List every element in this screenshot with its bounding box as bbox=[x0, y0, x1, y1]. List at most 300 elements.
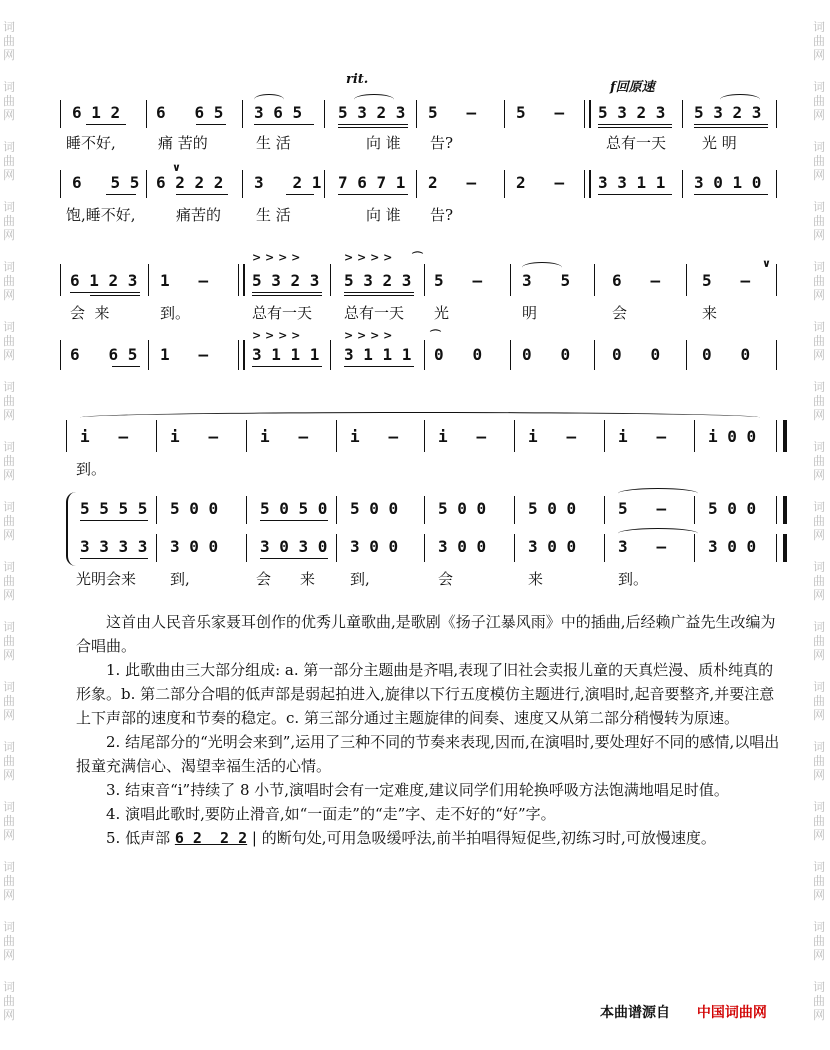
lyric: 痛 苦的 bbox=[158, 134, 208, 152]
watermark-char: 网 bbox=[812, 468, 825, 482]
watermark-char: 网 bbox=[2, 168, 15, 182]
watermark-gap bbox=[812, 902, 826, 920]
watermark-char: 曲 bbox=[2, 274, 15, 288]
barline bbox=[594, 340, 595, 370]
beam-line bbox=[80, 558, 148, 559]
barline bbox=[246, 420, 247, 452]
measure-notes: 3 0 0 bbox=[350, 537, 399, 556]
beam-line bbox=[338, 194, 408, 195]
measure-notes: 7 6 7 1 bbox=[338, 173, 406, 192]
watermark-char: 词 bbox=[812, 380, 825, 394]
lyric: 光 明 bbox=[702, 134, 737, 152]
watermark-gap bbox=[2, 542, 16, 560]
measure-notes: 5 3 2 3 bbox=[598, 103, 666, 122]
watermark-char: 网 bbox=[2, 348, 15, 362]
measure-notes: 5 0 0 bbox=[708, 499, 757, 518]
lyric: 来 bbox=[300, 570, 316, 588]
source-site-link[interactable]: 中国词曲网 bbox=[696, 1005, 767, 1021]
lyric: 光 bbox=[434, 304, 450, 322]
watermark-gap bbox=[2, 422, 16, 440]
watermark-char: 网 bbox=[2, 768, 15, 782]
beam-line bbox=[112, 366, 140, 367]
commentary bbox=[76, 610, 780, 850]
repeat-barline bbox=[238, 264, 245, 296]
watermark-char: 网 bbox=[812, 708, 825, 722]
watermark-char: 曲 bbox=[2, 94, 15, 108]
watermark-char: 词 bbox=[812, 620, 825, 634]
fermata: ⌒ bbox=[430, 329, 441, 342]
watermark-char: 曲 bbox=[812, 214, 825, 228]
watermark-char: 词 bbox=[812, 800, 825, 814]
beam-line bbox=[86, 124, 126, 125]
beam-line bbox=[338, 127, 408, 128]
watermark-gap bbox=[2, 122, 16, 140]
beam-line bbox=[338, 124, 408, 125]
measure-notes: 5 0 0 bbox=[170, 499, 219, 518]
watermark-char: 网 bbox=[812, 48, 825, 62]
watermark-char: 词 bbox=[2, 260, 15, 274]
measure-notes: i – bbox=[528, 427, 577, 446]
watermark-char: 网 bbox=[812, 408, 825, 422]
watermark-char: 曲 bbox=[2, 454, 15, 468]
barline bbox=[604, 420, 605, 452]
beam-line bbox=[252, 292, 322, 293]
watermark-gap bbox=[2, 482, 16, 500]
barline bbox=[336, 534, 337, 562]
point-5-notation: 6 2 2 2 bbox=[174, 829, 248, 847]
watermark-char: 曲 bbox=[812, 334, 825, 348]
watermark-char: 词 bbox=[812, 680, 825, 694]
watermark-char: 曲 bbox=[2, 814, 15, 828]
lyric: 生 活 bbox=[256, 134, 291, 152]
lyric: 会 bbox=[256, 570, 272, 588]
barline bbox=[60, 264, 61, 296]
barline bbox=[246, 534, 247, 562]
measure-notes: 5 0 0 bbox=[350, 499, 399, 518]
beam-line bbox=[286, 194, 314, 195]
barline bbox=[604, 496, 605, 524]
measure-notes: 3 0 1 0 bbox=[694, 173, 762, 192]
watermark-gap bbox=[812, 422, 826, 440]
barline bbox=[514, 534, 515, 562]
watermark-char: 网 bbox=[812, 288, 825, 302]
barline bbox=[424, 340, 425, 370]
slur bbox=[522, 262, 562, 273]
point-1: 1. 此歌曲由三大部分组成: a. 第一部分主题曲是齐唱,表现了旧社会卖报儿童的天真烂漫、质朴纯真的形象。b. 第二部分合唱的低声部是弱起拍进入,旋律以下行五度模仿主题进行,演唱时,起音要整齐,并要注意上下声部的速度和节奏的稳定。c. 第三部分通过主题旋律的间奏、速度又从第二部分稍慢转为原速。 bbox=[76, 661, 775, 727]
watermark-char: 曲 bbox=[812, 274, 825, 288]
measure-notes: 1 – bbox=[160, 345, 209, 364]
barline bbox=[148, 340, 149, 370]
slur bbox=[354, 94, 394, 105]
measure-notes: 0 0 bbox=[434, 345, 483, 364]
barline bbox=[776, 264, 777, 296]
measure-notes: 3 0 0 bbox=[528, 537, 577, 556]
final-barline bbox=[776, 534, 787, 562]
watermark-gap bbox=[2, 962, 16, 980]
watermark-char: 词 bbox=[812, 920, 825, 934]
lyric: 告? bbox=[430, 134, 454, 152]
measure-notes: 3 3 3 3 bbox=[80, 537, 148, 556]
lyric: 总有一天 bbox=[344, 304, 405, 322]
measure-notes: 5 0 0 bbox=[528, 499, 577, 518]
watermark-char: 网 bbox=[2, 648, 15, 662]
watermark-char: 词 bbox=[812, 500, 825, 514]
beam-line bbox=[80, 520, 148, 521]
breath-mark: ∨ bbox=[762, 257, 771, 270]
watermark-char: 网 bbox=[2, 228, 15, 242]
watermark-char: 曲 bbox=[812, 934, 825, 948]
watermark-char: 网 bbox=[812, 768, 825, 782]
measure-notes: 3 – bbox=[618, 537, 667, 556]
watermark-char: 网 bbox=[2, 948, 15, 962]
beam-line bbox=[344, 292, 414, 293]
watermark-char: 曲 bbox=[2, 34, 15, 48]
measure-notes: 0 0 bbox=[702, 345, 751, 364]
point-5-bar: | bbox=[251, 829, 257, 847]
measure-notes: 5 3 2 3 bbox=[252, 271, 320, 290]
watermark-char: 曲 bbox=[812, 34, 825, 48]
measure-notes: 3 5 bbox=[522, 271, 571, 290]
watermark-char: 曲 bbox=[812, 454, 825, 468]
point-2: 2. 结尾部分的“光明会来到”,运用了三种不同的节奏来表现,因而,在演唱时,要处理好不同的感情,以唱出报童充满信心、渴望幸福生活的心情。 bbox=[76, 733, 780, 775]
lyric: 到, bbox=[350, 570, 370, 588]
watermark-char: 网 bbox=[2, 828, 15, 842]
watermark-char: 曲 bbox=[812, 514, 825, 528]
watermark-gap bbox=[2, 902, 16, 920]
measure-notes: 6 1 2 3 bbox=[70, 271, 138, 290]
barline bbox=[686, 340, 687, 370]
slur bbox=[254, 94, 284, 105]
watermark-char: 词 bbox=[2, 140, 15, 154]
measure-notes: i – bbox=[80, 427, 129, 446]
beam-line bbox=[598, 124, 672, 125]
watermark-char: 词 bbox=[812, 560, 825, 574]
watermark-char: 曲 bbox=[2, 574, 15, 588]
barline bbox=[156, 496, 157, 524]
measure-notes: 3 2 1 bbox=[254, 173, 322, 192]
barline bbox=[424, 264, 425, 296]
measure-notes: 6 1 2 bbox=[72, 103, 121, 122]
watermark-char: 网 bbox=[812, 348, 825, 362]
watermark-gap bbox=[812, 542, 826, 560]
barline bbox=[416, 170, 417, 198]
watermark-char: 网 bbox=[2, 108, 15, 122]
beam-line bbox=[694, 194, 768, 195]
watermark-right bbox=[812, 20, 826, 1040]
watermark-char: 曲 bbox=[812, 394, 825, 408]
beam-line bbox=[598, 194, 672, 195]
measure-notes: 6 6 5 bbox=[156, 103, 224, 122]
barline bbox=[60, 340, 61, 370]
watermark-gap bbox=[2, 842, 16, 860]
lyric: 总有一天 bbox=[252, 304, 313, 322]
lyric: 向 谁 bbox=[366, 134, 401, 152]
measure-notes: 5 – bbox=[434, 271, 483, 290]
final-barline bbox=[776, 496, 787, 524]
measure-notes: 5 3 2 3 bbox=[338, 103, 406, 122]
measure-notes: 3 1 1 1 bbox=[344, 345, 412, 364]
lyric: 到。 bbox=[160, 304, 191, 322]
watermark-char: 曲 bbox=[2, 994, 15, 1008]
watermark-char: 曲 bbox=[812, 754, 825, 768]
watermark-char: 曲 bbox=[812, 574, 825, 588]
measure-notes: i 0 0 bbox=[708, 427, 757, 446]
slur bbox=[720, 94, 760, 105]
lyric: 向 谁 bbox=[366, 206, 401, 224]
watermark-char: 曲 bbox=[812, 634, 825, 648]
watermark-char: 曲 bbox=[2, 334, 15, 348]
barline bbox=[694, 496, 695, 524]
watermark-gap bbox=[2, 302, 16, 320]
barline bbox=[330, 340, 331, 370]
measure-notes: 5 – bbox=[516, 103, 565, 122]
lyric: 来 bbox=[528, 570, 544, 588]
measure-notes: 3 6 5 bbox=[254, 103, 303, 122]
watermark-char: 词 bbox=[812, 260, 825, 274]
barline bbox=[416, 100, 417, 128]
measure-notes: 6 6 5 bbox=[70, 345, 138, 364]
watermark-char: 网 bbox=[812, 228, 825, 242]
beam-line bbox=[176, 194, 228, 195]
watermark-char: 词 bbox=[2, 920, 15, 934]
measure-notes: 3 0 0 bbox=[708, 537, 757, 556]
barline bbox=[156, 534, 157, 562]
measure-notes: i – bbox=[260, 427, 309, 446]
barline bbox=[510, 340, 511, 370]
watermark-char: 词 bbox=[2, 860, 15, 874]
point-4: 4. 演唱此歌时,要防止滑音,如“一面走”的“走”字、走不好的“好”字。 bbox=[106, 805, 556, 823]
measure-notes: 5 3 2 3 bbox=[694, 103, 762, 122]
measure-notes: i – bbox=[170, 427, 219, 446]
barline bbox=[514, 496, 515, 524]
measure-notes: 3 0 3 0 bbox=[260, 537, 328, 556]
measure-notes: 3 0 0 bbox=[438, 537, 487, 556]
barline bbox=[242, 170, 243, 198]
point-5-prefix: 5. 低声部 bbox=[106, 829, 171, 847]
watermark-gap bbox=[812, 782, 826, 800]
barline bbox=[60, 100, 61, 128]
barline bbox=[694, 534, 695, 562]
beam-line bbox=[694, 127, 768, 128]
barline bbox=[514, 420, 515, 452]
barline bbox=[148, 264, 149, 296]
lyric: 生 活 bbox=[256, 206, 291, 224]
measure-notes: 5 3 2 3 bbox=[344, 271, 412, 290]
watermark-char: 曲 bbox=[812, 94, 825, 108]
watermark-char: 网 bbox=[812, 588, 825, 602]
fermata: ⌒ bbox=[412, 251, 423, 264]
measure-notes: i – bbox=[618, 427, 667, 446]
point-5-suffix: 的断句处,可用急吸缓呼法,前半拍唱得短促些,初练习时,可放慢速度。 bbox=[261, 829, 716, 847]
tie bbox=[618, 488, 698, 499]
watermark-char: 词 bbox=[2, 560, 15, 574]
watermark-char: 网 bbox=[2, 1008, 15, 1022]
measure-notes: 5 0 5 0 bbox=[260, 499, 328, 518]
barline bbox=[336, 420, 337, 452]
beam-line bbox=[260, 558, 328, 559]
measure-notes: 3 0 0 bbox=[170, 537, 219, 556]
watermark-char: 词 bbox=[2, 380, 15, 394]
measure-notes: 6 2 2 2 bbox=[156, 173, 224, 192]
watermark-char: 网 bbox=[812, 1008, 825, 1022]
barline bbox=[424, 420, 425, 452]
watermark-char: 词 bbox=[2, 80, 15, 94]
watermark-char: 曲 bbox=[2, 754, 15, 768]
beam-line bbox=[254, 124, 314, 125]
measure-notes: 0 0 bbox=[522, 345, 571, 364]
watermark-char: 词 bbox=[2, 20, 15, 34]
barline bbox=[510, 264, 511, 296]
barline bbox=[424, 496, 425, 524]
watermark-gap bbox=[812, 482, 826, 500]
watermark-char: 网 bbox=[812, 888, 825, 902]
watermark-gap bbox=[812, 662, 826, 680]
watermark-gap bbox=[2, 782, 16, 800]
breath-mark: ∨ bbox=[172, 161, 181, 174]
watermark-char: 词 bbox=[812, 740, 825, 754]
lyric: 会 bbox=[438, 570, 454, 588]
watermark-char: 词 bbox=[812, 860, 825, 874]
barline bbox=[156, 420, 157, 452]
lyric: 总有一天 bbox=[606, 134, 667, 152]
watermark-gap bbox=[812, 182, 826, 200]
watermark-char: 曲 bbox=[2, 874, 15, 888]
barline bbox=[504, 170, 505, 198]
lyric: 到。 bbox=[76, 460, 107, 478]
accent-marks: > > > > bbox=[252, 251, 301, 264]
watermark-char: 网 bbox=[812, 648, 825, 662]
barline bbox=[330, 264, 331, 296]
lyric: 光明会来 bbox=[76, 570, 137, 588]
watermark-char: 曲 bbox=[2, 694, 15, 708]
watermark-char: 词 bbox=[2, 500, 15, 514]
beam-line bbox=[694, 124, 768, 125]
beam-line bbox=[344, 295, 414, 296]
watermark-char: 曲 bbox=[812, 994, 825, 1008]
barline bbox=[504, 100, 505, 128]
watermark-gap bbox=[812, 242, 826, 260]
beam-line bbox=[598, 127, 672, 128]
barline bbox=[146, 100, 147, 128]
watermark-gap bbox=[812, 962, 826, 980]
lyric: 睡不好, bbox=[66, 134, 116, 152]
accent-marks: > > > > bbox=[344, 329, 393, 342]
repeat-barline bbox=[584, 170, 591, 198]
watermark-char: 曲 bbox=[2, 934, 15, 948]
barline bbox=[336, 496, 337, 524]
watermark-char: 词 bbox=[2, 440, 15, 454]
watermark-gap bbox=[2, 662, 16, 680]
watermark-char: 曲 bbox=[812, 874, 825, 888]
watermark-gap bbox=[2, 722, 16, 740]
barline bbox=[776, 170, 777, 198]
barline bbox=[694, 420, 695, 452]
barline bbox=[324, 100, 325, 128]
watermark-left bbox=[2, 20, 16, 1040]
watermark-gap bbox=[812, 842, 826, 860]
watermark-gap bbox=[2, 1022, 16, 1040]
watermark-char: 网 bbox=[2, 708, 15, 722]
measure-notes: i – bbox=[350, 427, 399, 446]
watermark-char: 词 bbox=[2, 980, 15, 994]
lyric: 到。 bbox=[618, 570, 649, 588]
watermark-gap bbox=[812, 1022, 826, 1040]
watermark-char: 词 bbox=[2, 620, 15, 634]
watermark-char: 词 bbox=[812, 140, 825, 154]
watermark-char: 曲 bbox=[2, 514, 15, 528]
barline bbox=[686, 264, 687, 296]
barline bbox=[424, 534, 425, 562]
watermark-char: 曲 bbox=[812, 154, 825, 168]
lyric: 痛苦的 bbox=[176, 206, 222, 224]
watermark-gap bbox=[812, 62, 826, 80]
measure-notes: 5 – bbox=[618, 499, 667, 518]
accent-marks: > > > > bbox=[252, 329, 301, 342]
watermark-char: 词 bbox=[2, 320, 15, 334]
beam-line bbox=[70, 292, 140, 293]
barline bbox=[324, 170, 325, 198]
lyric: 会 来 bbox=[70, 304, 110, 322]
point-3: 3. 结束音“i”持续了 8 小节,演唱时会有一定难度,建议同学们用轮换呼吸方法饱满地唱足时值。 bbox=[106, 781, 729, 799]
measure-notes: 6 – bbox=[612, 271, 661, 290]
watermark-char: 网 bbox=[2, 408, 15, 422]
watermark-char: 词 bbox=[812, 80, 825, 94]
repeat-barline bbox=[584, 100, 591, 128]
measure-notes: 5 – bbox=[428, 103, 477, 122]
watermark-gap bbox=[812, 602, 826, 620]
barline bbox=[66, 420, 67, 452]
watermark-char: 曲 bbox=[2, 634, 15, 648]
lyric: 饱,睡不好, bbox=[66, 206, 136, 224]
watermark-gap bbox=[2, 362, 16, 380]
watermark-char: 曲 bbox=[2, 154, 15, 168]
watermark-char: 词 bbox=[812, 440, 825, 454]
measure-notes: 2 – bbox=[516, 173, 565, 192]
barline bbox=[776, 100, 777, 128]
measure-notes: 5 – bbox=[702, 271, 751, 290]
measure-notes: 1 – bbox=[160, 271, 209, 290]
watermark-char: 词 bbox=[2, 200, 15, 214]
barline bbox=[604, 534, 605, 562]
measure-notes: 2 – bbox=[428, 173, 477, 192]
beam-line bbox=[90, 295, 140, 296]
lyric: 来 bbox=[702, 304, 718, 322]
barline bbox=[776, 340, 777, 370]
watermark-char: 词 bbox=[812, 20, 825, 34]
accent-marks: > > > > bbox=[344, 251, 393, 264]
intro-paragraph: 这首由人民音乐家聂耳创作的优秀儿童歌曲,是歌剧《扬子江暴风雨》中的插曲,后经赖广益先生改编为合唱曲。 bbox=[76, 613, 776, 655]
watermark-char: 网 bbox=[812, 528, 825, 542]
watermark-char: 网 bbox=[812, 168, 825, 182]
rit-marking: rit. bbox=[346, 72, 369, 87]
barline bbox=[146, 170, 147, 198]
measure-notes: 5 5 5 5 bbox=[80, 499, 148, 518]
measure-notes: 3 3 1 1 bbox=[598, 173, 666, 192]
repeat-barline bbox=[238, 340, 245, 370]
barline bbox=[60, 170, 61, 198]
source-footer bbox=[600, 1002, 767, 1022]
measure-notes: 0 0 bbox=[612, 345, 661, 364]
watermark-char: 词 bbox=[812, 980, 825, 994]
lyric: 明 bbox=[522, 304, 538, 322]
watermark-char: 网 bbox=[2, 528, 15, 542]
watermark-char: 曲 bbox=[812, 814, 825, 828]
watermark-char: 网 bbox=[812, 828, 825, 842]
beam-line bbox=[106, 194, 136, 195]
watermark-gap bbox=[2, 62, 16, 80]
watermark-gap bbox=[2, 242, 16, 260]
watermark-char: 曲 bbox=[812, 694, 825, 708]
